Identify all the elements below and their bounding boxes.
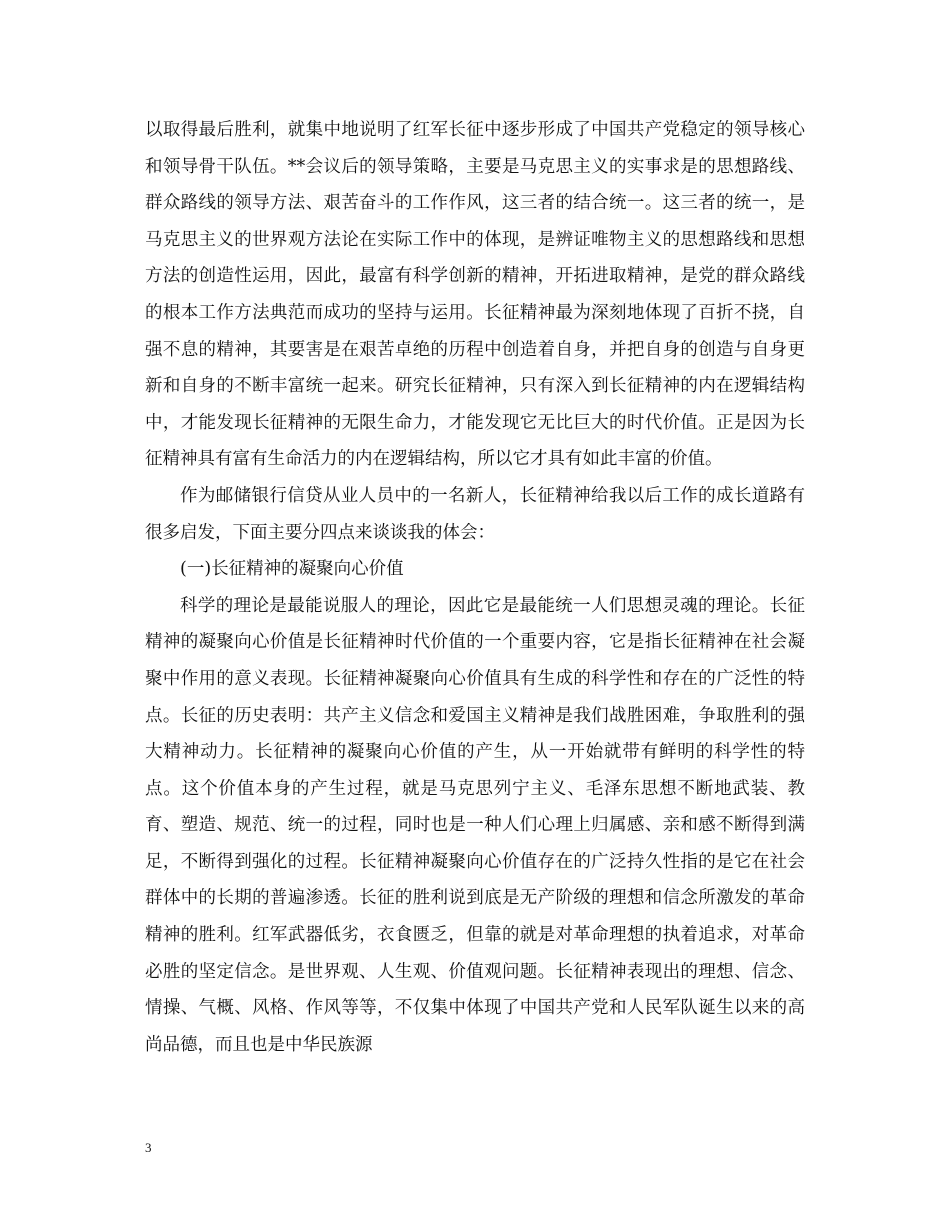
paragraph-continuation: 以取得最后胜利，就集中地说明了红军长征中逐步形成了中国共产党稳定的领导核心和领导骨干队伍。**会议后的领导策略，主要是马克思主义的实事求是的思想路线、群众路线的领导方法、艰苦奋斗的工作作风，这三者的结合统一。这三者的统一，是马克思主义的世界观方法论在实际工作中的体现，是辨证唯物主义的思想路线和思想方法的创造性运用，因此，最富有科学创新的精神，开拓进取精神，是党的群众路线的根本工作方法典范而成功的坚持与运用。长征精神最为深刻地体现了百折不挠，自强不息的精神，其要害是在艰苦卓绝的历程中创造着自身，并把自身的创造与自身更新和自身的不断丰富统一起来。研究长征精神，只有深入到长征精神的内在逻辑结构中，才能发现长征精神的无限生命力，才能发现它无比巨大的时代价值。正是因为长征精神具有富有生命活力的内在逻辑结构，所以它才具有如此丰富的价值。 [145, 120, 805, 470]
section-heading: (一)长征精神的凝聚向心价值 [180, 559, 404, 580]
page-number: 3 [145, 1140, 152, 1155]
document-body [145, 112, 805, 1063]
paragraph-section-body: 科学的理论是最能说服人的理论，因此它是最能统一人们思想灵魂的理论。长征精神的凝聚向心价值是长征精神时代价值的一个重要内容，它是指长征精神在社会凝聚中作用的意义表现。长征精神凝聚向心价值具有生成的科学性和存在的广泛性的特点。长征的历史表明：共产主义信念和爱国主义精神是我们战胜困难，争取胜利的强大精神动力。长征精神的凝聚向心价值的产生，从一开始就带有鲜明的科学性的特点。这个价值本身的产生过程，就是马克思列宁主义、毛泽东思想不断地武装、教育、塑造、规范、统一的过程，同时也是一种人们心理上归属感、亲和感不断得到满足，不断得到强化的过程。长征精神凝聚向心价值存在的广泛持久性指的是它在社会群体中的长期的普遍渗透。长征的胜利说到底是无产阶级的理想和信念所激发的革命精神的胜利。红军武器低劣，衣食匮乏，但靠的就是对革命理想的执着追求，对革命必胜的坚定信念。是世界观、人生观、价值观问题。长征精神表现出的理想、信念、情操、气概、风格、作风等等，不仅集中体现了中国共产党和人民军队诞生以来的高尚品德，而且也是中华民族源 [145, 595, 805, 1055]
paragraph-intro: 作为邮储银行信贷从业人员中的一名新人，长征精神给我以后工作的成长道路有很多启发，下面主要分四点来谈谈我的体会： [145, 485, 805, 543]
